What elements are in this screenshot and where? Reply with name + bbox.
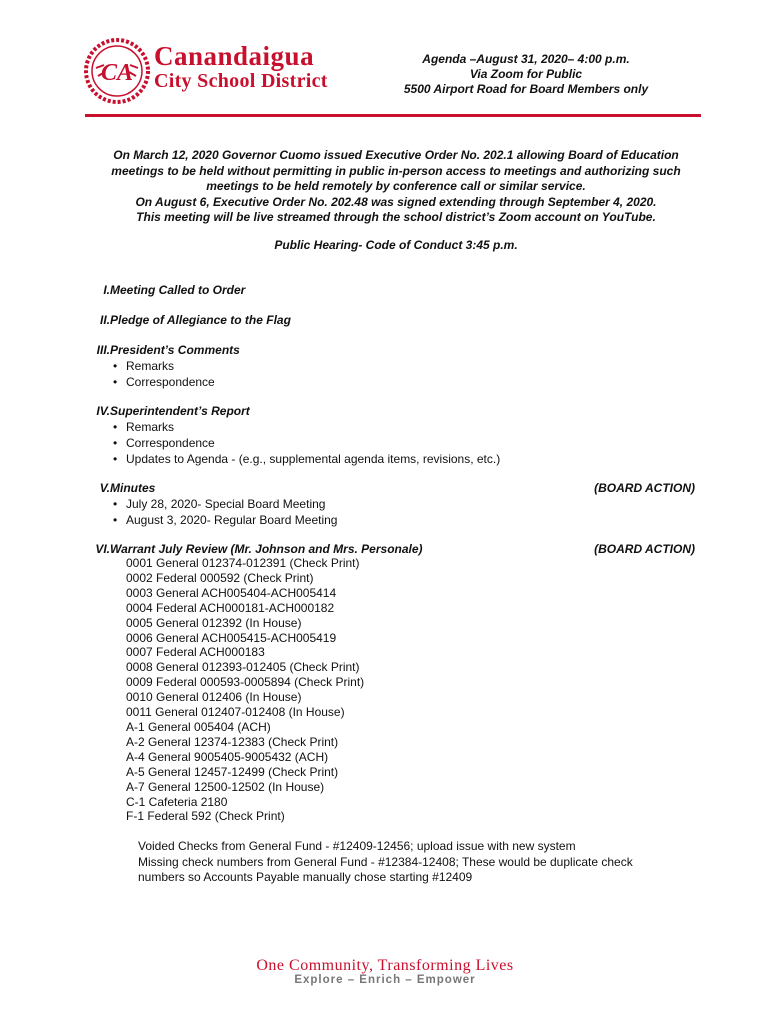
note-line: Missing check numbers from General Fund - #12384-12408; These would be duplicate check [138,854,633,869]
warrant-item: A-5 General 12457-12499 (Check Print) [126,764,339,779]
section-iv [60,404,250,418]
section-v-items [113,496,337,528]
board-action-label: (BOARD ACTION) [594,542,695,556]
agenda-date: Agenda –August 31, 2020– 4:00 p.m. [422,52,630,66]
bullet-icon: • [113,513,118,527]
section-number: I. [103,283,110,297]
section-title: Superintendent’s Report [110,404,250,418]
warrant-item: 0006 General ACH005415-ACH005419 [126,630,337,645]
bullet-icon: • [113,359,118,373]
list-item: • Remarks [113,359,175,373]
section-number: III. [96,343,110,357]
warrant-item: 0011 General 012407-012408 (In House) [126,705,345,720]
board-action-label: (BOARD ACTION) [594,481,695,495]
section-i [60,283,246,297]
agenda-location: 5500 Airport Road for Board Members only [403,82,649,96]
header-divider [85,114,701,117]
warrant-item: F-1 Federal 592 (Check Print) [126,809,285,824]
list-item: • August 3, 2020- Regular Board Meeting [113,513,338,527]
warrant-item: A-2 General 12374-12383 (Check Print) [126,734,339,749]
warrant-item: 0008 General 012393-012405 (Check Print) [126,660,360,675]
warrant-item: 0001 General 012374-012391 (Check Print) [126,556,360,570]
agenda-zoom-note: Via Zoom for Public [469,67,583,81]
section-title: Pledge of Allegiance to the Flag [110,313,291,327]
notice-line: meetings to be held remotely by conference call or similar service. [206,179,586,193]
bullet-icon: • [113,497,118,511]
section-number: II. [99,313,110,327]
list-item: • Correspondence [113,375,215,389]
section-vi [60,542,423,556]
list-item: • Updates to Agenda - (e.g., supplemental agenda items, revisions, etc.) [113,452,501,466]
warrant-item: A-4 General 9005405-9005432 (ACH) [126,749,329,764]
notice-line: On March 12, 2020 Governor Cuomo issued Executive Order No. 202.1 allowing Board of Education [113,148,679,162]
warrant-item: 0009 Federal 000593-0005894 (Check Print) [126,675,365,690]
list-item: • Remarks [113,420,175,434]
warrant-item: 0002 Federal 000592 (Check Print) [126,570,314,585]
bullet-icon: • [113,436,118,450]
warrant-item: C-1 Cafeteria 2180 [126,794,228,809]
warrant-item: A-7 General 12500-12502 (In House) [126,779,325,794]
section-title: President’s Comments [110,343,240,357]
bullet-icon: • [113,452,118,466]
voided-checks-note [138,839,633,886]
section-title: Meeting Called to Order [110,283,246,297]
section-iv-items [113,419,500,467]
bullet-icon: • [113,375,118,389]
section-iii [60,343,240,357]
notice-line: meetings to be held without permitting in public in-person access to meetings and authorizing such [111,163,681,178]
executive-order-notice [82,148,710,226]
warrant-item: 0007 Federal ACH000183 [126,645,265,660]
logo-letters: CA [100,60,134,86]
bullet-icon: • [113,420,118,434]
footer-slogan: One Community, Transforming Lives [256,957,514,974]
note-line: numbers so Accounts Payable manually chose starting #12409 [138,870,473,884]
section-ii [60,313,291,327]
notice-line: On August 6, Executive Order No. 202.48 was signed extending through September 4, 2020. [135,194,657,209]
brand-subtitle: City School District [154,70,328,92]
notice-line: This meeting will be live streamed through the school district’s Zoom account on YouTube. [136,210,656,224]
warrant-item: 0010 General 012406 (In House) [126,690,302,705]
agenda-header [395,52,657,97]
warrant-item: 0003 General ACH005404-ACH005414 [126,585,337,600]
brand-name: Canandaigua [154,41,315,71]
district-logo [84,38,150,104]
section-number: IV. [96,404,110,418]
warrant-list [126,556,364,824]
public-hearing: Public Hearing- Code of Conduct 3:45 p.m. [274,238,518,252]
list-item: • July 28, 2020- Special Board Meeting [113,497,326,511]
section-title: Minutes [110,481,156,495]
footer-tagline: Explore – Enrich – Empower [294,974,476,986]
list-item: • Correspondence [113,436,215,450]
section-title: Warrant July Review (Mr. Johnson and Mrs. Personale) [110,542,423,556]
warrant-item: A-1 General 005404 (ACH) [126,719,271,734]
section-v [60,481,156,495]
section-number: V. [99,481,110,495]
section-iii-items [113,358,215,390]
section-number: VI. [95,542,110,556]
note-line: Voided Checks from General Fund - #12409-12456; upload issue with new system [138,839,576,853]
district-brand [154,42,328,92]
warrant-item: 0005 General 012392 (In House) [126,615,302,630]
warrant-item: 0004 Federal ACH000181-ACH000182 [126,600,335,615]
